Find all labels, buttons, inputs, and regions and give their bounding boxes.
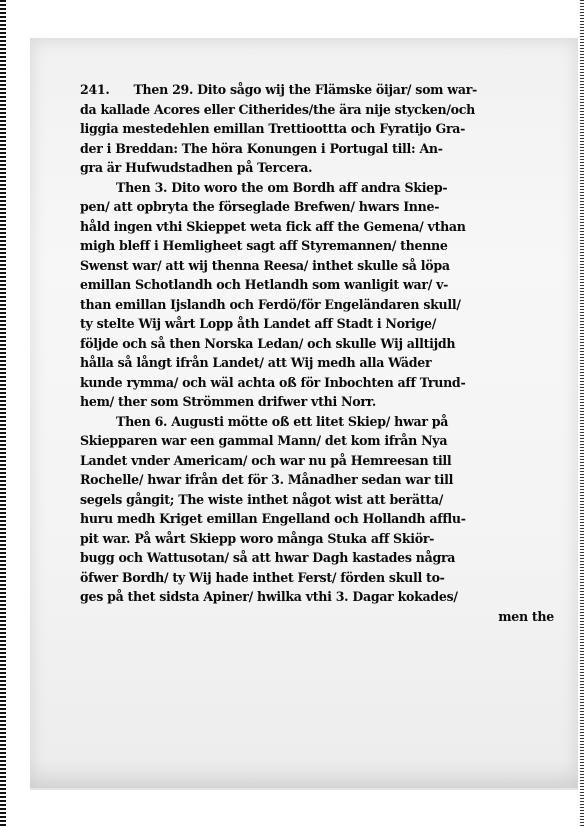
text-line: migh bleff i Hemligheet sagt aff Styremannen/ thenne [80, 238, 448, 253]
text-line: segels gångit; The wiste inthet något wist att berätta/ [80, 491, 444, 507]
text-line: håld ingen vthi Skieppet weta fick aff the Gemena/ vthan [80, 218, 466, 234]
text-line [80, 80, 570, 100]
paper-shadow [30, 760, 578, 790]
text-line: than emillan Ijslandh och Ferdö/för Engeländaren skull/ [80, 296, 461, 312]
text-line: Skiepparen war een gammal Mann/ det kom ifrån Nya [80, 433, 448, 448]
paragraph-start-line: Then 6. Augusti mötte oß ett litet Skiep/ hwar på [116, 413, 449, 429]
paragraph-start-line: Then 3. Dito woro the om Bordh aff andra Skiep- [116, 179, 448, 195]
text-line: da kallade Acores eller Citherides/the ära nije stycken/och [80, 101, 475, 117]
text-line: kunde rymma/ och wäl achta oß för Inbochten aff Trund- [80, 374, 466, 390]
text-line: pit war. På wårt Skiepp woro många Stuka aff Skiör- [80, 530, 435, 546]
body-text [80, 80, 570, 626]
catchword: men the [498, 608, 554, 624]
text-line: ty stelte Wij wårt Lopp åth Landet aff Stadt i Norige/ [80, 316, 437, 331]
text-line: öfwer Bordh/ ty Wij hade inthet Ferst/ förden skull to- [80, 569, 445, 585]
text-line: emillan Schotlandh och Hetlandh som wanligit war/ v- [80, 277, 449, 292]
text-line: der i Breddan: The höra Konungen i Portugal till: An- [80, 140, 443, 156]
binding-edge [0, 0, 6, 826]
text-line: ges på thet sidsta Apiner/ hwilka vthi 3. Dagar kokades/ [80, 589, 458, 604]
right-edge [580, 0, 584, 826]
text-line-content: Then 29. Dito sågo wij the Flämske öijar/ som war- [133, 82, 477, 97]
text-line: liggia mestedehlen emillan Trettioottta och Fyratijo Gra- [80, 121, 466, 136]
text-line: pen/ att opbryta the förseglade Brefwen/ hwars Inne- [80, 199, 440, 214]
text-line: Swenst war/ att wij thenna Reesa/ inthet skulle så löpa [80, 257, 450, 273]
text-line: Landet vnder Americam/ och war nu på Hemreesan till [80, 452, 452, 468]
text-line: huru medh Kriget emillan Engelland och Hollandh afflu- [80, 511, 466, 526]
page-number: 241. [80, 82, 110, 97]
text-line: hem/ ther som Strömmen drifwer vthi Norr. [80, 394, 376, 409]
text-line: gra är Hufwudstadhen på Tercera. [80, 160, 313, 175]
text-line: hålla så långt ifrån Landet/ att Wij medh alla Wäder [80, 355, 432, 370]
text-line: Rochelle/ hwar ifrån det för 3. Månadher sedan war till [80, 472, 454, 487]
text-line: följde och så then Norska Ledan/ och skulle Wij alltijdh [80, 335, 456, 351]
text-line: bugg och Wattusotan/ så att hwar Dagh kastades några [80, 550, 456, 565]
